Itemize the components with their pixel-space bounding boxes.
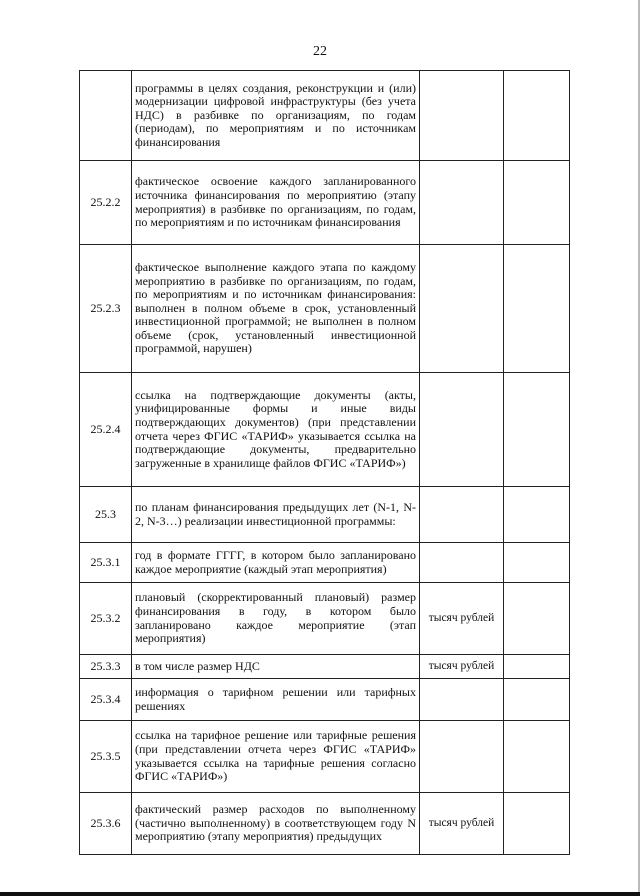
row-unit	[420, 373, 504, 487]
row-number: 25.3.1	[80, 543, 132, 583]
table-row	[80, 71, 570, 161]
row-unit	[420, 245, 504, 373]
row-number: 25.3.5	[80, 721, 132, 793]
row-description: ссылка на подтверждающие документы (акты, унифицированные формы и иные виды подтверждающих документов) (при представлении отчета через ФГИС «ТАРИФ» указывается ссылка на подтверждающие документы, предварительно загруженные в хранилище файлов ФГИС «ТАРИФ»)	[132, 373, 420, 487]
row-extra	[504, 583, 570, 655]
row-number: 25.3.6	[80, 793, 132, 855]
row-unit: тысяч рублей	[420, 793, 504, 855]
row-number: 25.2.2	[80, 161, 132, 245]
row-description: фактический размер расходов по выполненному (частично выполненному) в соответствующем году N мероприятию (этапу мероприятия) предыдущих	[132, 793, 420, 855]
row-number: 25.3.3	[80, 655, 132, 679]
table-row	[80, 245, 570, 373]
requirements-table	[79, 70, 570, 855]
table-row	[80, 543, 570, 583]
row-unit	[420, 721, 504, 793]
row-description: плановый (скорректированный плановый) размер финансирования в году, в котором было запланировано каждое мероприятие (этап мероприятия)	[132, 583, 420, 655]
row-extra	[504, 655, 570, 679]
table-row	[80, 373, 570, 487]
row-extra	[504, 245, 570, 373]
row-description: в том числе размер НДС	[132, 655, 420, 679]
row-extra	[504, 721, 570, 793]
table-row	[80, 487, 570, 543]
row-unit	[420, 71, 504, 161]
row-description: фактическое выполнение каждого этапа по каждому мероприятию в разбивке по организациям, по годам, по мероприятиям и по источникам финансирования: выполнен в полном объеме в срок, установленный инвестиционной программой; не выполнен в полном объеме (срок, установленный инвестиционной программой, нарушен)	[132, 245, 420, 373]
row-extra	[504, 543, 570, 583]
row-number: 25.3.4	[80, 679, 132, 721]
row-number: 25.2.3	[80, 245, 132, 373]
row-description: фактическое освоение каждого запланированного источника финансирования по мероприятию (этапу мероприятия) в разбивке по организациям, по годам, по мероприятиям и по источникам финансирования	[132, 161, 420, 245]
table-row	[80, 583, 570, 655]
table-row	[80, 721, 570, 793]
row-number: 25.3.2	[80, 583, 132, 655]
row-description: ссылка на тарифное решение или тарифные решения (при представлении отчета через ФГИС «ТАРИФ» указывается ссылка на тарифные решения согласно ФГИС «ТАРИФ»)	[132, 721, 420, 793]
row-description: информация о тарифном решении или тарифных решениях	[132, 679, 420, 721]
table-row	[80, 793, 570, 855]
table-row	[80, 679, 570, 721]
row-extra	[504, 373, 570, 487]
row-extra	[504, 679, 570, 721]
scan-edge-bottom	[0, 892, 640, 896]
row-unit: тысяч рублей	[420, 655, 504, 679]
row-unit	[420, 543, 504, 583]
table-row	[80, 655, 570, 679]
row-description: программы в целях создания, реконструкции и (или) модернизации цифровой инфраструктуры (без учета НДС) в разбивке по организациям, по годам (периодам), по мероприятиям и по источникам финансирования	[132, 71, 420, 161]
row-extra	[504, 793, 570, 855]
row-description: год в формате ГГГГ, в котором было запланировано каждое мероприятие (каждый этап мероприятия)	[132, 543, 420, 583]
row-description: по планам финансирования предыдущих лет (N-1, N-2, N-3…) реализации инвестиционной программы:	[132, 487, 420, 543]
row-unit: тысяч рублей	[420, 583, 504, 655]
row-unit	[420, 679, 504, 721]
table-row	[80, 161, 570, 245]
page-number: 22	[313, 44, 327, 59]
row-number	[80, 71, 132, 161]
row-extra	[504, 487, 570, 543]
row-unit	[420, 161, 504, 245]
row-extra	[504, 161, 570, 245]
row-unit	[420, 487, 504, 543]
row-extra	[504, 71, 570, 161]
row-number: 25.2.4	[80, 373, 132, 487]
row-number: 25.3	[80, 487, 132, 543]
